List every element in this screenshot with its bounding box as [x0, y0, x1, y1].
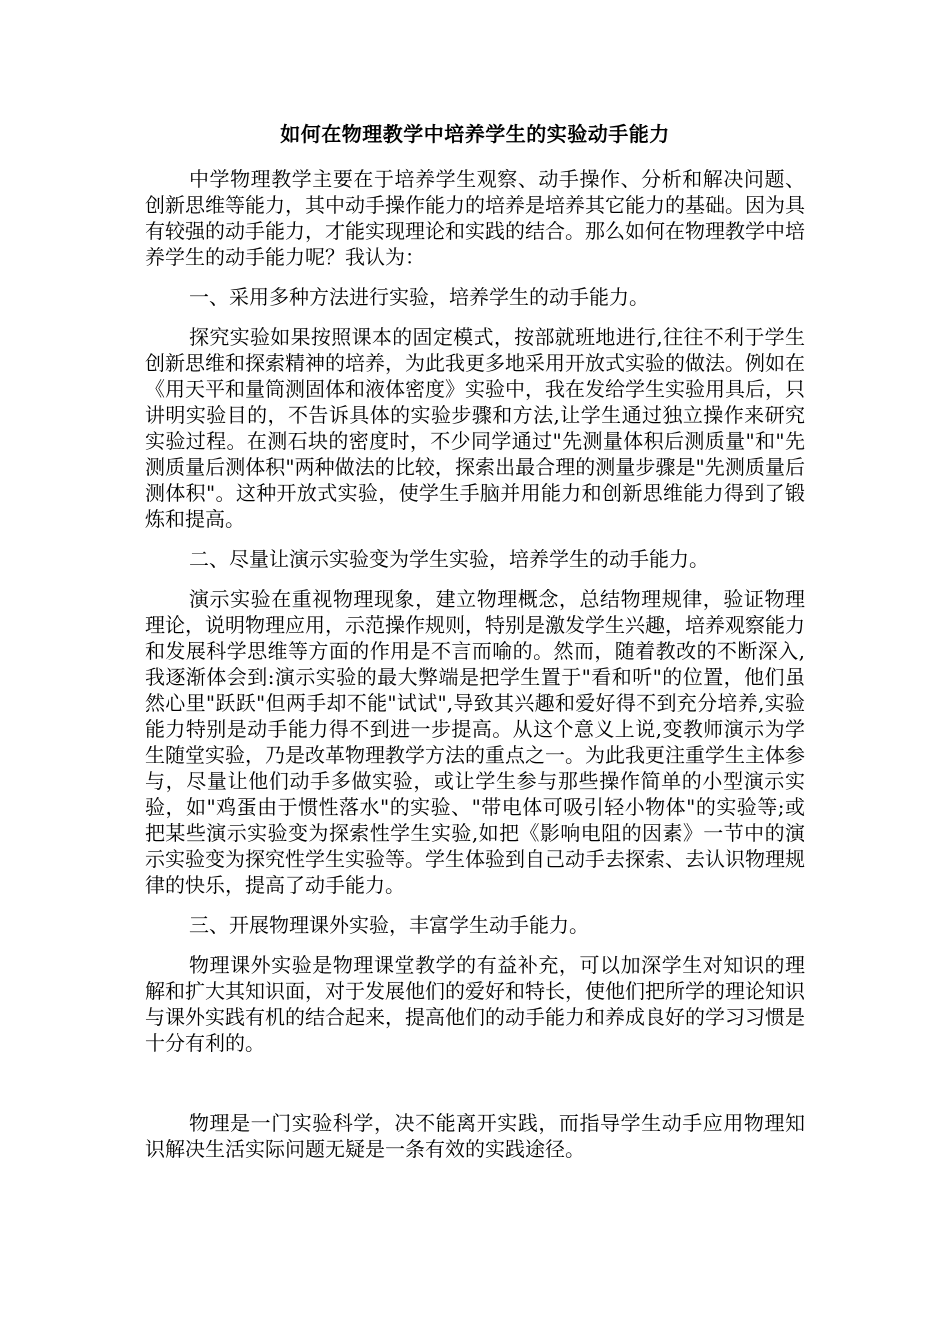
paragraph-section-2: 演示实验在重视物理现象，建立物理概念，总结物理规律，验证物理理论，说明物理应用，示范操作规则，特别是激发学生兴趣，培养观察能力和发展科学思维等方面的作用是不言而喻的。然而，随着教改的不断深入,我逐渐体会到:演示实验的最大弊端是把学生置于"看和听"的位置，他们虽然心里"跃跃"但两手却不能"试试",导致其兴趣和爱好得不到充分培养,实验能力特别是动手能力得不到进一步提高。从这个意义上说,变教师演示为学生随堂实验，乃是改革物理教学方法的重点之一。为此我更注重学生主体参与，尽量让他们动手多做实验，或让学生参与那些操作简单的小型演示实验，如"鸡蛋由于惯性落水"的实验、"带电体可吸引轻小物体"的实验等;或把某些演示实验变为探索性学生实验,如把《影响电阻的因素》一节中的演示实验变为探究性学生实验等。学生体验到自己动手去探索、去认识物理规律的快乐，提高了动手能力。	[145, 587, 805, 897]
section-heading-2: 二、尽量让演示实验变为学生实验，培养学生的动手能力。	[189, 547, 709, 571]
paragraph-section-3: 物理课外实验是物理课堂教学的有益补充，可以加深学生对知识的理解和扩大其知识面，对于发展他们的爱好和特长，使他们把所学的理论知识与课外实践有机的结合起来，提高他们的动手能力和养成良好的学习习惯是十分有利的。	[145, 953, 805, 1055]
paragraph-conclusion: 物理是一门实验科学，决不能离开实践，而指导学生动手应用物理知识解决生活实际问题无疑是一条有效的实践途径。	[145, 1111, 805, 1161]
section-heading-3: 三、开展物理课外实验，丰富学生动手能力。	[189, 913, 589, 937]
document-body	[145, 120, 805, 1176]
paragraph-section-1: 探究实验如果按照课本的固定模式，按部就班地进行,往往不利于学生创新思维和探索精神的培养，为此我更多地采用开放式实验的做法。例如在《用天平和量筒测固体和液体密度》实验中，我在发给学生实验用具后，只讲明实验目的，不告诉具体的实验步骤和方法,让学生通过独立操作来研究实验过程。在测石块的密度时，不少同学通过"先测量体积后测质量"和"先测质量后测体积"两种做法的比较，探索出最合理的测量步骤是"先测质量后测体积"。这种开放式实验，使学生手脑并用能力和创新思维能力得到了锻炼和提高。	[145, 325, 805, 531]
blank-gap	[145, 1070, 805, 1110]
section-heading-1: 一、采用多种方法进行实验，培养学生的动手能力。	[189, 285, 649, 309]
document-title: 如何在物理教学中培养学生的实验动手能力	[280, 122, 670, 146]
paragraph-intro: 中学物理教学主要在于培养学生观察、动手操作、分析和解决问题、创新思维等能力，其中动手操作能力的培养是培养其它能力的基础。因为具有较强的动手能力，才能实现理论和实践的结合。那么如何在物理教学中培养学生的动手能力呢？我认为：	[145, 167, 805, 269]
